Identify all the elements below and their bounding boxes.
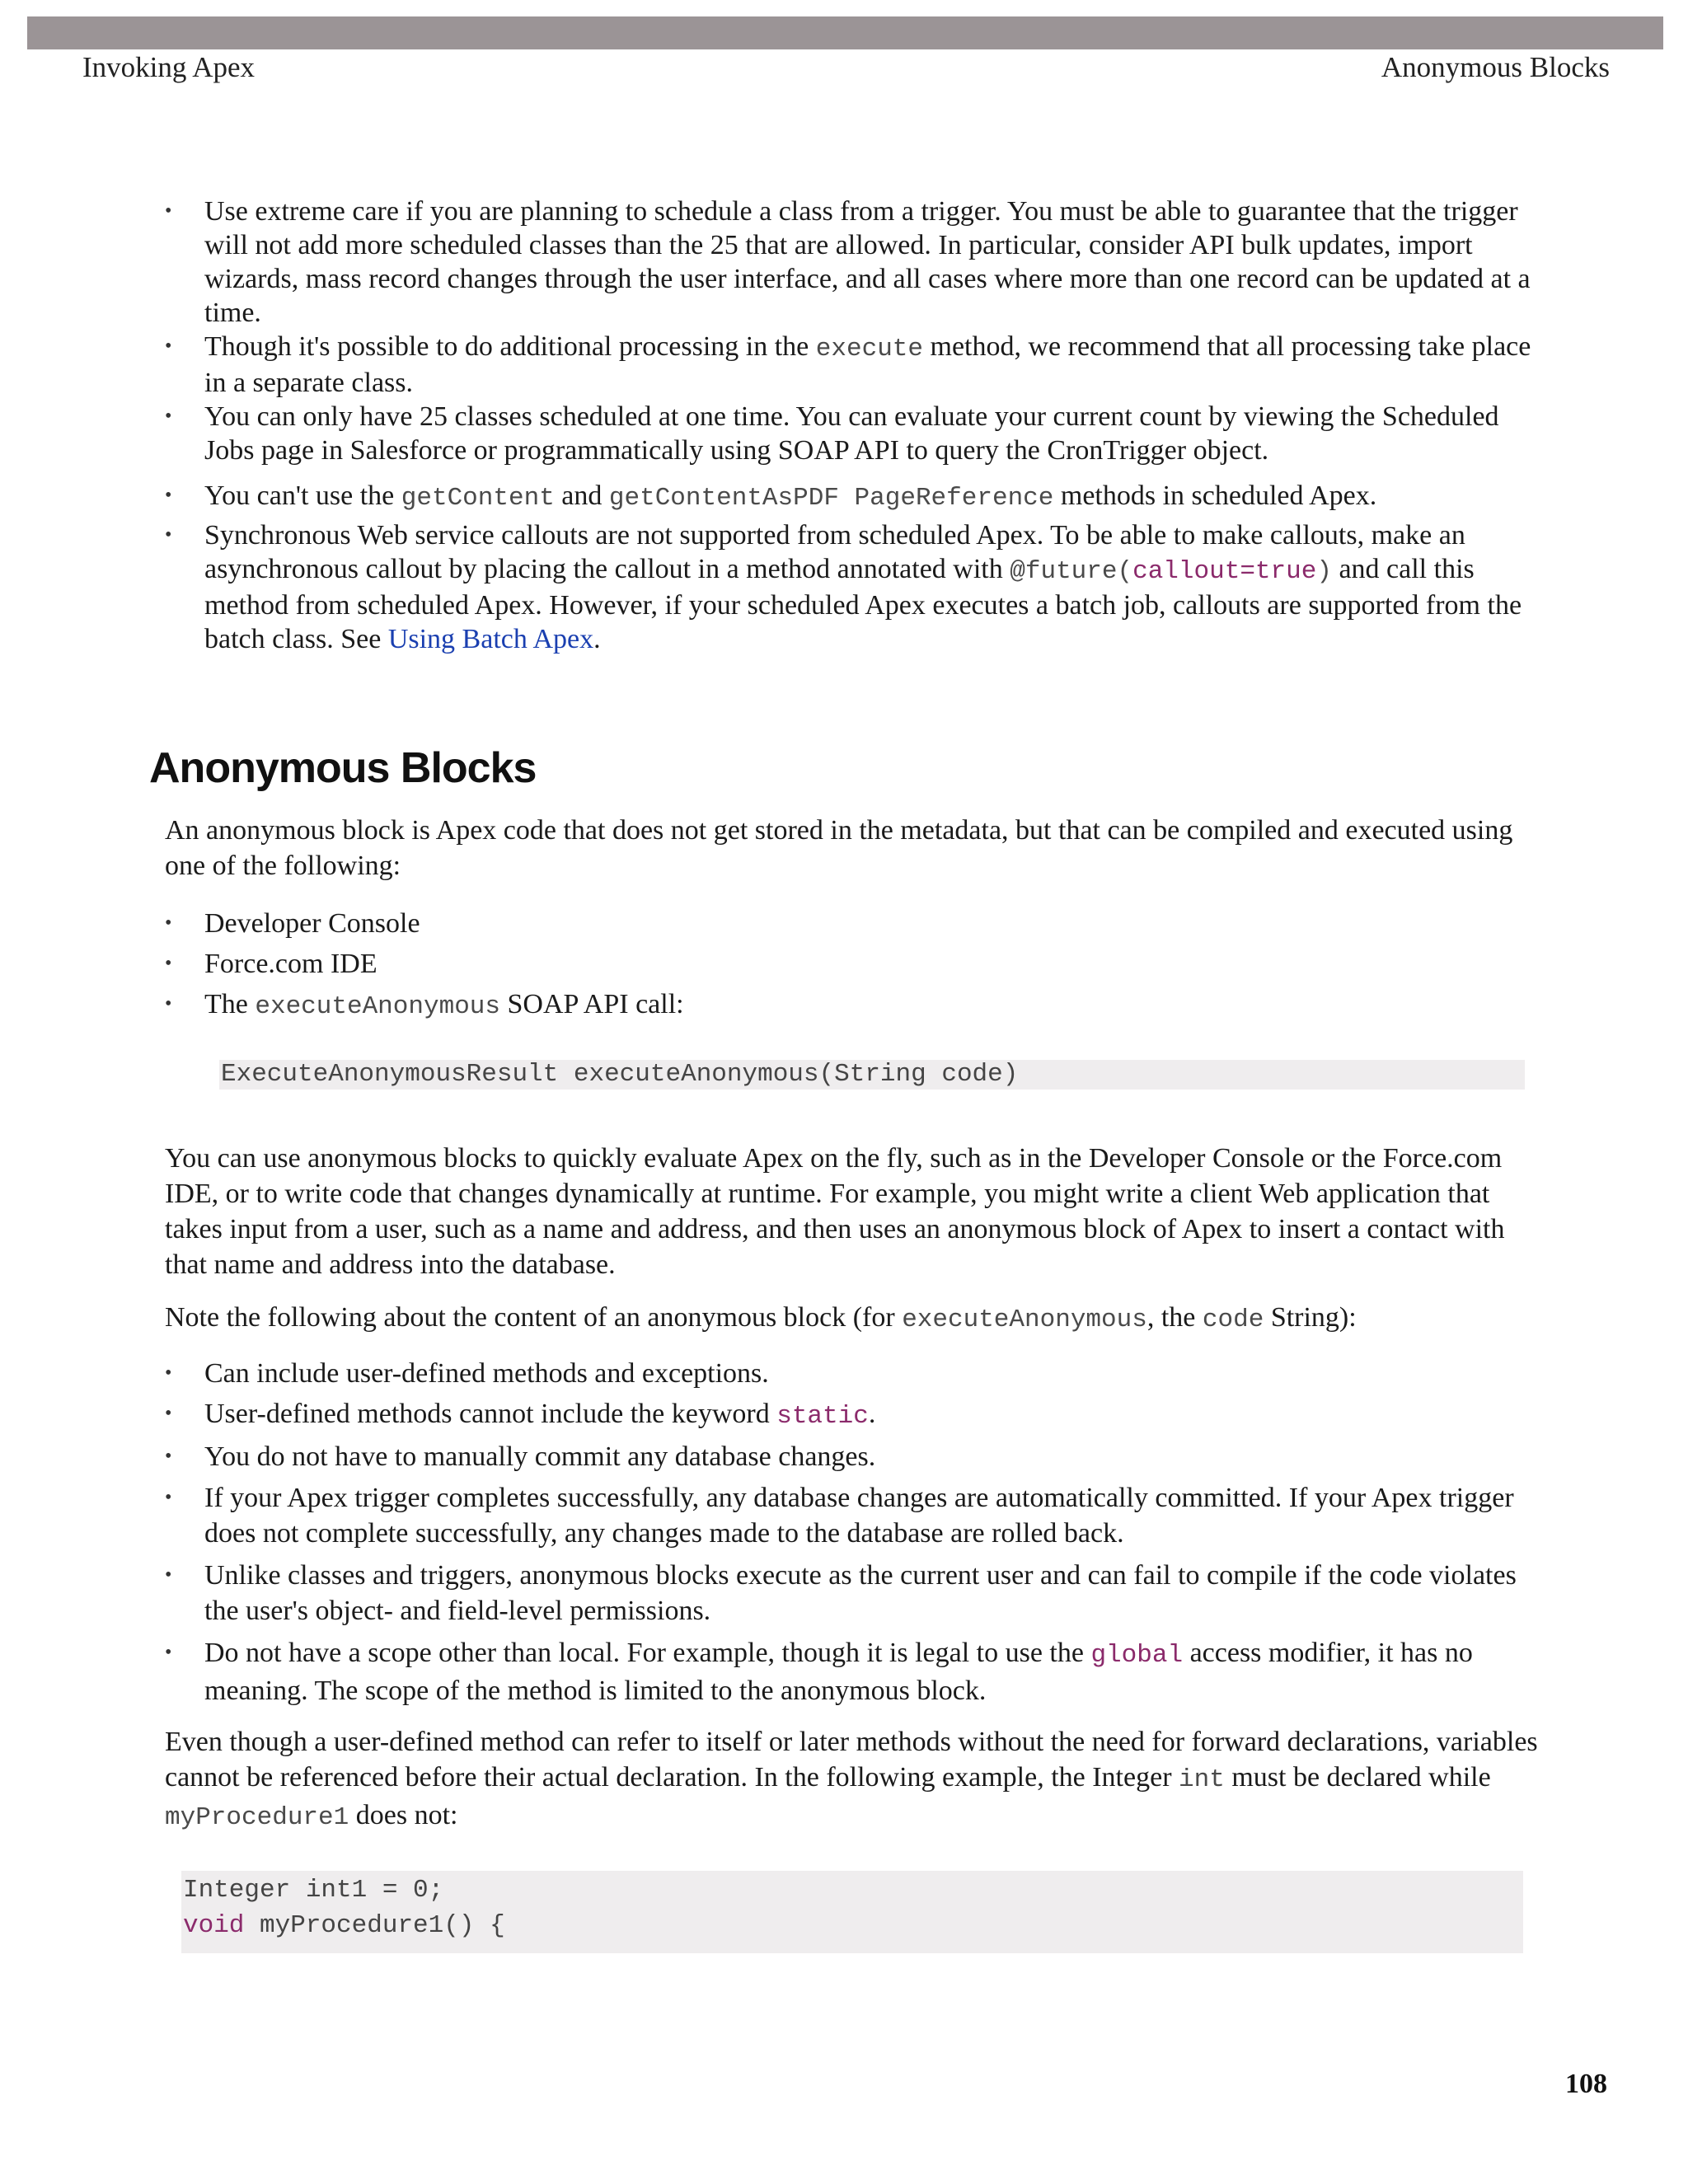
body-paragraph-2: You can use anonymous blocks to quickly evaluate Apex on the fly, such as in the Developer Console or the Force.com IDE, or to write code that changes dynamically at runtime. For example, you might write a client Web application that takes input from a user, such as a name and address, and then uses an anonymous block of Apex to insert a contact with that name and address into the database. (165, 1143, 1505, 1280)
body-paragraph-4: Even though a user-defined method can refer to itself or later methods without the need for forward declarations, variables cannot be referenced before their actual declaration. In the following example, the Integer int must be declared while myProcedure1 does not: (165, 1727, 1538, 1832)
notes-list (165, 1357, 1543, 1708)
list-item: • Use extreme care if you are planning to schedule a class from a trigger. You must be able to guarantee that the trigger will not add more scheduled classes than the 25 that are allowed. In particular, consider API bulk updates, import wizards, mass record changes through the user interface, and all cases where more than one record can be updated at a time. (165, 194, 1543, 330)
list-item: • Do not have a scope other than local. For example, though it is legal to use the global access modifier, it has no meaning. The scope of the method is limited to the anonymous block. (165, 1635, 1543, 1708)
list-item: • You do not have to manually commit any database changes. (165, 1440, 1543, 1474)
using-batch-apex-link[interactable]: Using Batch Apex (387, 624, 594, 654)
list-item: • Can include user-defined methods and exceptions. (165, 1357, 1543, 1390)
list-item: • If your Apex trigger completes successfully, any database changes are automatically committed. If your Apex trigger does not complete successfully, any changes made to the database are rolled back. (165, 1480, 1543, 1551)
body-paragraph-3: Note the following about the content of an anonymous block (for executeAnonymous, the code String): (165, 1302, 1357, 1334)
tools-list (165, 903, 1543, 1027)
list-item: • You can't use the getContent and getContentAsPDF PageReference methods in scheduled Apex. (165, 479, 1543, 515)
section-intro (165, 813, 1543, 883)
header-right: Anonymous Blocks (1381, 51, 1610, 83)
top-bullet-list (165, 194, 1543, 656)
list-item: • Synchronous Web service callouts are not supported from scheduled Apex. To be able to make callouts, make an asynchronous callout by placing the callout in a method annotated with @future(callout=true) and call this method from scheduled Apex. However, if your scheduled Apex executes a batch job, callouts are supported from the batch class. See Using Batch Apex. (165, 518, 1543, 656)
code-line-1: Integer int1 = 0; (183, 1876, 444, 1905)
list-item: • Developer Console (165, 903, 1543, 944)
list-item: • The executeAnonymous SOAP API call: (165, 984, 1543, 1027)
code-block-example (181, 1871, 1523, 1953)
header-left: Invoking Apex (82, 51, 256, 83)
list-item: • You can only have 25 classes scheduled at one time. You can evaluate your current count by viewing the Scheduled Jobs page in Salesforce or programmatically using SOAP API to query the CronTrigger object. (165, 400, 1543, 467)
section-title: Anonymous Blocks (149, 744, 537, 792)
code-block-signature: ExecuteAnonymousResult executeAnonymous(String code) (219, 1060, 1525, 1090)
list-item: • Though it's possible to do additional processing in the execute method, we recommend that all processing take place in a separate class. (165, 330, 1543, 400)
list-item: • Unlike classes and triggers, anonymous blocks execute as the current user and can fail to compile if the code violates the user's object- and field-level permissions. (165, 1558, 1543, 1629)
header-bar (27, 16, 1663, 49)
code-line-2: void myProcedure1() { (183, 1911, 505, 1940)
intro-paragraph: An anonymous block is Apex code that does not get stored in the metadata, but that can be compiled and executed using one of the following: (165, 815, 1513, 881)
list-item: • Force.com IDE (165, 944, 1543, 984)
page-number: 108 (1565, 2069, 1607, 2099)
list-item: • User-defined methods cannot include the keyword static. (165, 1397, 1543, 1433)
